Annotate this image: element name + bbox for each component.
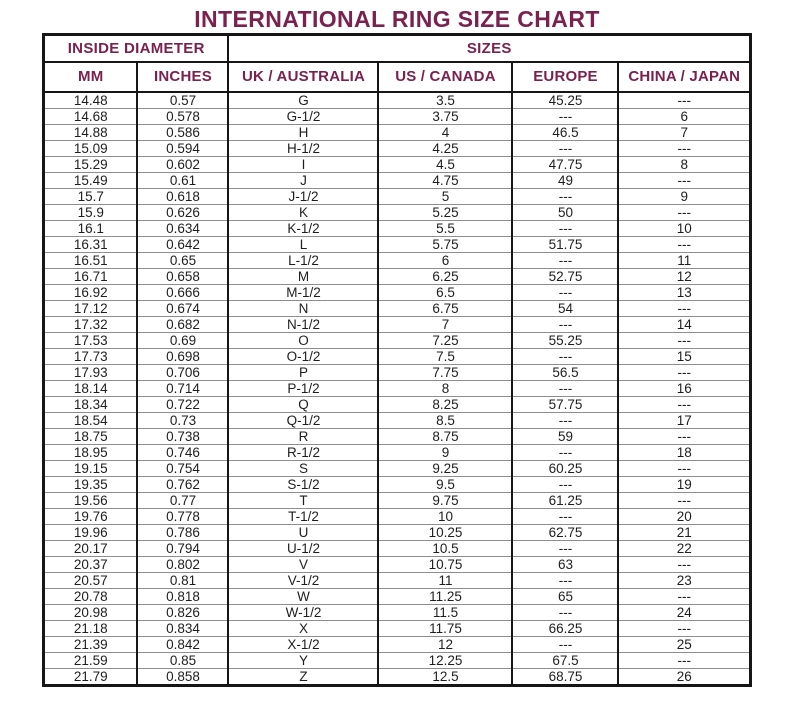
table-row <box>43 380 750 396</box>
table-cell: 67.5 <box>512 652 618 668</box>
table-row <box>43 428 750 444</box>
table-cell: 15 <box>618 348 750 364</box>
table-cell: --- <box>618 92 750 109</box>
table-cell: 16.31 <box>43 236 137 252</box>
table-cell: 0.698 <box>137 348 228 364</box>
table-cell: 19.56 <box>43 492 137 508</box>
table-cell: Q <box>228 396 378 412</box>
table-cell: 6.75 <box>378 300 512 316</box>
table-cell: W-1/2 <box>228 604 378 620</box>
table-cell: 7 <box>378 316 512 332</box>
table-cell: 0.642 <box>137 236 228 252</box>
table-cell: 0.706 <box>137 364 228 380</box>
table-cell: 0.85 <box>137 652 228 668</box>
table-cell: --- <box>618 396 750 412</box>
table-cell: L-1/2 <box>228 252 378 268</box>
table-cell: 6 <box>618 108 750 124</box>
table-row <box>43 444 750 460</box>
table-cell: X <box>228 620 378 636</box>
table-row <box>43 252 750 268</box>
table-cell: 11.5 <box>378 604 512 620</box>
table-row <box>43 556 750 572</box>
table-cell: V <box>228 556 378 572</box>
table-row <box>43 300 750 316</box>
table-cell: 14.68 <box>43 108 137 124</box>
table-cell: 47.75 <box>512 156 618 172</box>
table-cell: 22 <box>618 540 750 556</box>
table-cell: 0.778 <box>137 508 228 524</box>
table-cell: 16.51 <box>43 252 137 268</box>
table-cell: L <box>228 236 378 252</box>
table-cell: 0.77 <box>137 492 228 508</box>
table-row <box>43 572 750 588</box>
table-cell: G <box>228 92 378 109</box>
table-cell: 14.88 <box>43 124 137 140</box>
table-cell: 24 <box>618 604 750 620</box>
table-cell: --- <box>512 220 618 236</box>
table-cell: 18.75 <box>43 428 137 444</box>
table-row <box>43 460 750 476</box>
table-cell: 0.586 <box>137 124 228 140</box>
table-cell: 11 <box>618 252 750 268</box>
table-row <box>43 220 750 236</box>
table-row <box>43 332 750 348</box>
table-cell: 5.5 <box>378 220 512 236</box>
table-cell: Z <box>228 668 378 685</box>
table-cell: U-1/2 <box>228 540 378 556</box>
table-cell: --- <box>618 492 750 508</box>
table-cell: 68.75 <box>512 668 618 685</box>
group-header-row <box>43 35 750 62</box>
table-cell: 19 <box>618 476 750 492</box>
table-cell: 50 <box>512 204 618 220</box>
table-cell: --- <box>618 428 750 444</box>
table-cell: 0.81 <box>137 572 228 588</box>
table-cell: 0.57 <box>137 92 228 109</box>
table-cell: 15.7 <box>43 188 137 204</box>
table-cell: 0.826 <box>137 604 228 620</box>
table-cell: 26 <box>618 668 750 685</box>
table-row <box>43 604 750 620</box>
table-cell: 11.25 <box>378 588 512 604</box>
table-cell: H-1/2 <box>228 140 378 156</box>
table-cell: M <box>228 268 378 284</box>
table-cell: 63 <box>512 556 618 572</box>
table-cell: 9.25 <box>378 460 512 476</box>
table-cell: 20.17 <box>43 540 137 556</box>
column-header-europe: EUROPE <box>512 62 618 92</box>
table-cell: 5.75 <box>378 236 512 252</box>
table-cell: 0.61 <box>137 172 228 188</box>
table-cell: 0.73 <box>137 412 228 428</box>
column-header-inches: INCHES <box>137 62 228 92</box>
table-cell: --- <box>618 332 750 348</box>
table-cell: 17.53 <box>43 332 137 348</box>
table-cell: 23 <box>618 572 750 588</box>
table-cell: 21.59 <box>43 652 137 668</box>
table-cell: 5.25 <box>378 204 512 220</box>
table-cell: 7.25 <box>378 332 512 348</box>
table-header <box>43 35 750 92</box>
table-cell: 13 <box>618 284 750 300</box>
table-cell: S <box>228 460 378 476</box>
column-header-china-japan: CHINA / JAPAN <box>618 62 750 92</box>
table-row <box>43 316 750 332</box>
table-cell: 18.54 <box>43 412 137 428</box>
table-row <box>43 108 750 124</box>
table-cell: I <box>228 156 378 172</box>
table-cell: --- <box>618 652 750 668</box>
table-row <box>43 588 750 604</box>
table-cell: 7 <box>618 124 750 140</box>
table-cell: V-1/2 <box>228 572 378 588</box>
table-cell: 8 <box>618 156 750 172</box>
table-row <box>43 524 750 540</box>
table-cell: 8.75 <box>378 428 512 444</box>
table-cell: 4.25 <box>378 140 512 156</box>
table-cell: 20.57 <box>43 572 137 588</box>
table-cell: 6.5 <box>378 284 512 300</box>
table-cell: 0.714 <box>137 380 228 396</box>
table-cell: --- <box>512 284 618 300</box>
table-row <box>43 204 750 220</box>
table-cell: 0.658 <box>137 268 228 284</box>
table-cell: 0.666 <box>137 284 228 300</box>
table-cell: 20.78 <box>43 588 137 604</box>
table-cell: 0.746 <box>137 444 228 460</box>
table-cell: --- <box>618 204 750 220</box>
table-cell: --- <box>512 476 618 492</box>
table-cell: 18.14 <box>43 380 137 396</box>
table-cell: 17 <box>618 412 750 428</box>
table-cell: --- <box>512 188 618 204</box>
table-cell: --- <box>512 604 618 620</box>
table-cell: --- <box>512 412 618 428</box>
table-cell: H <box>228 124 378 140</box>
table-cell: 0.634 <box>137 220 228 236</box>
column-header-uk-australia: UK / AUSTRALIA <box>228 62 378 92</box>
table-cell: P <box>228 364 378 380</box>
table-row <box>43 140 750 156</box>
table-cell: 10 <box>378 508 512 524</box>
table-cell: 0.802 <box>137 556 228 572</box>
table-row <box>43 396 750 412</box>
table-cell: N <box>228 300 378 316</box>
table-cell: Y <box>228 652 378 668</box>
table-cell: 0.618 <box>137 188 228 204</box>
column-header-row <box>43 62 750 92</box>
table-cell: --- <box>512 108 618 124</box>
table-cell: 0.818 <box>137 588 228 604</box>
table-row <box>43 188 750 204</box>
table-cell: 8 <box>378 380 512 396</box>
table-cell: J-1/2 <box>228 188 378 204</box>
table-cell: 4 <box>378 124 512 140</box>
group-header-sizes: SIZES <box>228 35 750 62</box>
table-cell: 49 <box>512 172 618 188</box>
table-cell: U <box>228 524 378 540</box>
table-row <box>43 124 750 140</box>
table-cell: 20 <box>618 508 750 524</box>
table-cell: 12.5 <box>378 668 512 685</box>
table-cell: 10.25 <box>378 524 512 540</box>
table-row <box>43 620 750 636</box>
table-cell: 21.18 <box>43 620 137 636</box>
table-cell: --- <box>512 140 618 156</box>
table-row <box>43 236 750 252</box>
table-cell: 57.75 <box>512 396 618 412</box>
table-cell: G-1/2 <box>228 108 378 124</box>
table-cell: --- <box>618 300 750 316</box>
table-row <box>43 268 750 284</box>
table-cell: 7.5 <box>378 348 512 364</box>
table-cell: 52.75 <box>512 268 618 284</box>
table-cell: --- <box>512 444 618 460</box>
table-cell: 16.92 <box>43 284 137 300</box>
table-cell: 0.842 <box>137 636 228 652</box>
table-cell: --- <box>512 316 618 332</box>
table-row <box>43 172 750 188</box>
table-cell: 17.12 <box>43 300 137 316</box>
table-cell: R-1/2 <box>228 444 378 460</box>
table-cell: M-1/2 <box>228 284 378 300</box>
table-cell: --- <box>618 172 750 188</box>
table-cell: R <box>228 428 378 444</box>
table-cell: 10.75 <box>378 556 512 572</box>
table-cell: 7.75 <box>378 364 512 380</box>
table-row <box>43 540 750 556</box>
group-header-inside-diameter: INSIDE DIAMETER <box>43 35 228 62</box>
table-cell: --- <box>512 540 618 556</box>
table-cell: 11.75 <box>378 620 512 636</box>
table-row <box>43 636 750 652</box>
table-cell: Q-1/2 <box>228 412 378 428</box>
table-cell: 0.754 <box>137 460 228 476</box>
table-cell: 65 <box>512 588 618 604</box>
table-cell: T-1/2 <box>228 508 378 524</box>
table-cell: 14 <box>618 316 750 332</box>
table-cell: 3.5 <box>378 92 512 109</box>
table-cell: 18.34 <box>43 396 137 412</box>
table-cell: 45.25 <box>512 92 618 109</box>
table-cell: 0.682 <box>137 316 228 332</box>
table-cell: 9 <box>618 188 750 204</box>
table-cell: 15.09 <box>43 140 137 156</box>
table-cell: 0.674 <box>137 300 228 316</box>
table-cell: 16 <box>618 380 750 396</box>
table-cell: 9.5 <box>378 476 512 492</box>
table-row <box>43 284 750 300</box>
table-cell: 11 <box>378 572 512 588</box>
table-cell: 0.578 <box>137 108 228 124</box>
table-cell: --- <box>512 636 618 652</box>
table-cell: --- <box>618 556 750 572</box>
table-cell: 6.25 <box>378 268 512 284</box>
table-cell: 0.786 <box>137 524 228 540</box>
table-row <box>43 412 750 428</box>
table-cell: N-1/2 <box>228 316 378 332</box>
table-cell: S-1/2 <box>228 476 378 492</box>
table-cell: 56.5 <box>512 364 618 380</box>
table-cell: 62.75 <box>512 524 618 540</box>
table-cell: T <box>228 492 378 508</box>
table-cell: O-1/2 <box>228 348 378 364</box>
table-cell: --- <box>618 140 750 156</box>
table-cell: --- <box>512 380 618 396</box>
table-cell: 8.25 <box>378 396 512 412</box>
table-cell: 18 <box>618 444 750 460</box>
table-cell: P-1/2 <box>228 380 378 396</box>
table-cell: 20.98 <box>43 604 137 620</box>
table-body <box>43 92 750 686</box>
table-cell: 12 <box>618 268 750 284</box>
table-row <box>43 348 750 364</box>
table-cell: 10 <box>618 220 750 236</box>
table-row <box>43 508 750 524</box>
table-cell: 19.15 <box>43 460 137 476</box>
page-title: INTERNATIONAL RING SIZE CHART <box>194 6 600 32</box>
table-cell: 14.48 <box>43 92 137 109</box>
table-cell: 21.79 <box>43 668 137 685</box>
table-cell: 3.75 <box>378 108 512 124</box>
table-cell: W <box>228 588 378 604</box>
table-cell: 15.9 <box>43 204 137 220</box>
table-cell: 0.794 <box>137 540 228 556</box>
table-cell: 0.594 <box>137 140 228 156</box>
table-row <box>43 92 750 109</box>
table-cell: K <box>228 204 378 220</box>
table-cell: 54 <box>512 300 618 316</box>
table-cell: X-1/2 <box>228 636 378 652</box>
table-cell: 6 <box>378 252 512 268</box>
table-cell: 10.5 <box>378 540 512 556</box>
table-row <box>43 364 750 380</box>
table-cell: 0.69 <box>137 332 228 348</box>
table-cell: 66.25 <box>512 620 618 636</box>
table-cell: 20.37 <box>43 556 137 572</box>
table-cell: 0.738 <box>137 428 228 444</box>
table-cell: 17.32 <box>43 316 137 332</box>
table-cell: --- <box>512 508 618 524</box>
table-cell: 0.834 <box>137 620 228 636</box>
table-cell: 4.5 <box>378 156 512 172</box>
table-row <box>43 492 750 508</box>
table-cell: --- <box>618 460 750 476</box>
table-cell: 16.71 <box>43 268 137 284</box>
table-cell: 21 <box>618 524 750 540</box>
table-cell: 0.722 <box>137 396 228 412</box>
table-cell: 12.25 <box>378 652 512 668</box>
table-row <box>43 668 750 685</box>
table-cell: J <box>228 172 378 188</box>
column-header-us-canada: US / CANADA <box>378 62 512 92</box>
table-cell: 15.29 <box>43 156 137 172</box>
table-cell: 46.5 <box>512 124 618 140</box>
table-cell: --- <box>512 348 618 364</box>
table-cell: 25 <box>618 636 750 652</box>
table-cell: --- <box>618 588 750 604</box>
table-cell: 0.626 <box>137 204 228 220</box>
table-cell: 16.1 <box>43 220 137 236</box>
table-cell: --- <box>618 236 750 252</box>
table-cell: 21.39 <box>43 636 137 652</box>
column-header-mm: MM <box>43 62 137 92</box>
table-cell: 9 <box>378 444 512 460</box>
table-cell: --- <box>512 572 618 588</box>
table-cell: 59 <box>512 428 618 444</box>
table-cell: 9.75 <box>378 492 512 508</box>
table-cell: 61.25 <box>512 492 618 508</box>
table-cell: --- <box>618 364 750 380</box>
table-cell: 51.75 <box>512 236 618 252</box>
table-cell: 0.65 <box>137 252 228 268</box>
table-row <box>43 156 750 172</box>
table-cell: 18.95 <box>43 444 137 460</box>
table-cell: --- <box>618 620 750 636</box>
table-cell: --- <box>512 252 618 268</box>
table-row <box>43 652 750 668</box>
table-row <box>43 476 750 492</box>
table-cell: 19.96 <box>43 524 137 540</box>
table-cell: 19.76 <box>43 508 137 524</box>
table-cell: 4.75 <box>378 172 512 188</box>
table-cell: 60.25 <box>512 460 618 476</box>
table-cell: 19.35 <box>43 476 137 492</box>
table-cell: 5 <box>378 188 512 204</box>
table-cell: K-1/2 <box>228 220 378 236</box>
table-cell: O <box>228 332 378 348</box>
table-cell: 17.93 <box>43 364 137 380</box>
table-cell: 55.25 <box>512 332 618 348</box>
table-cell: 17.73 <box>43 348 137 364</box>
table-cell: 15.49 <box>43 172 137 188</box>
table-cell: 0.602 <box>137 156 228 172</box>
table-cell: 8.5 <box>378 412 512 428</box>
ring-size-chart-table <box>42 33 752 687</box>
table-cell: 12 <box>378 636 512 652</box>
table-cell: 0.858 <box>137 668 228 685</box>
table-cell: 0.762 <box>137 476 228 492</box>
